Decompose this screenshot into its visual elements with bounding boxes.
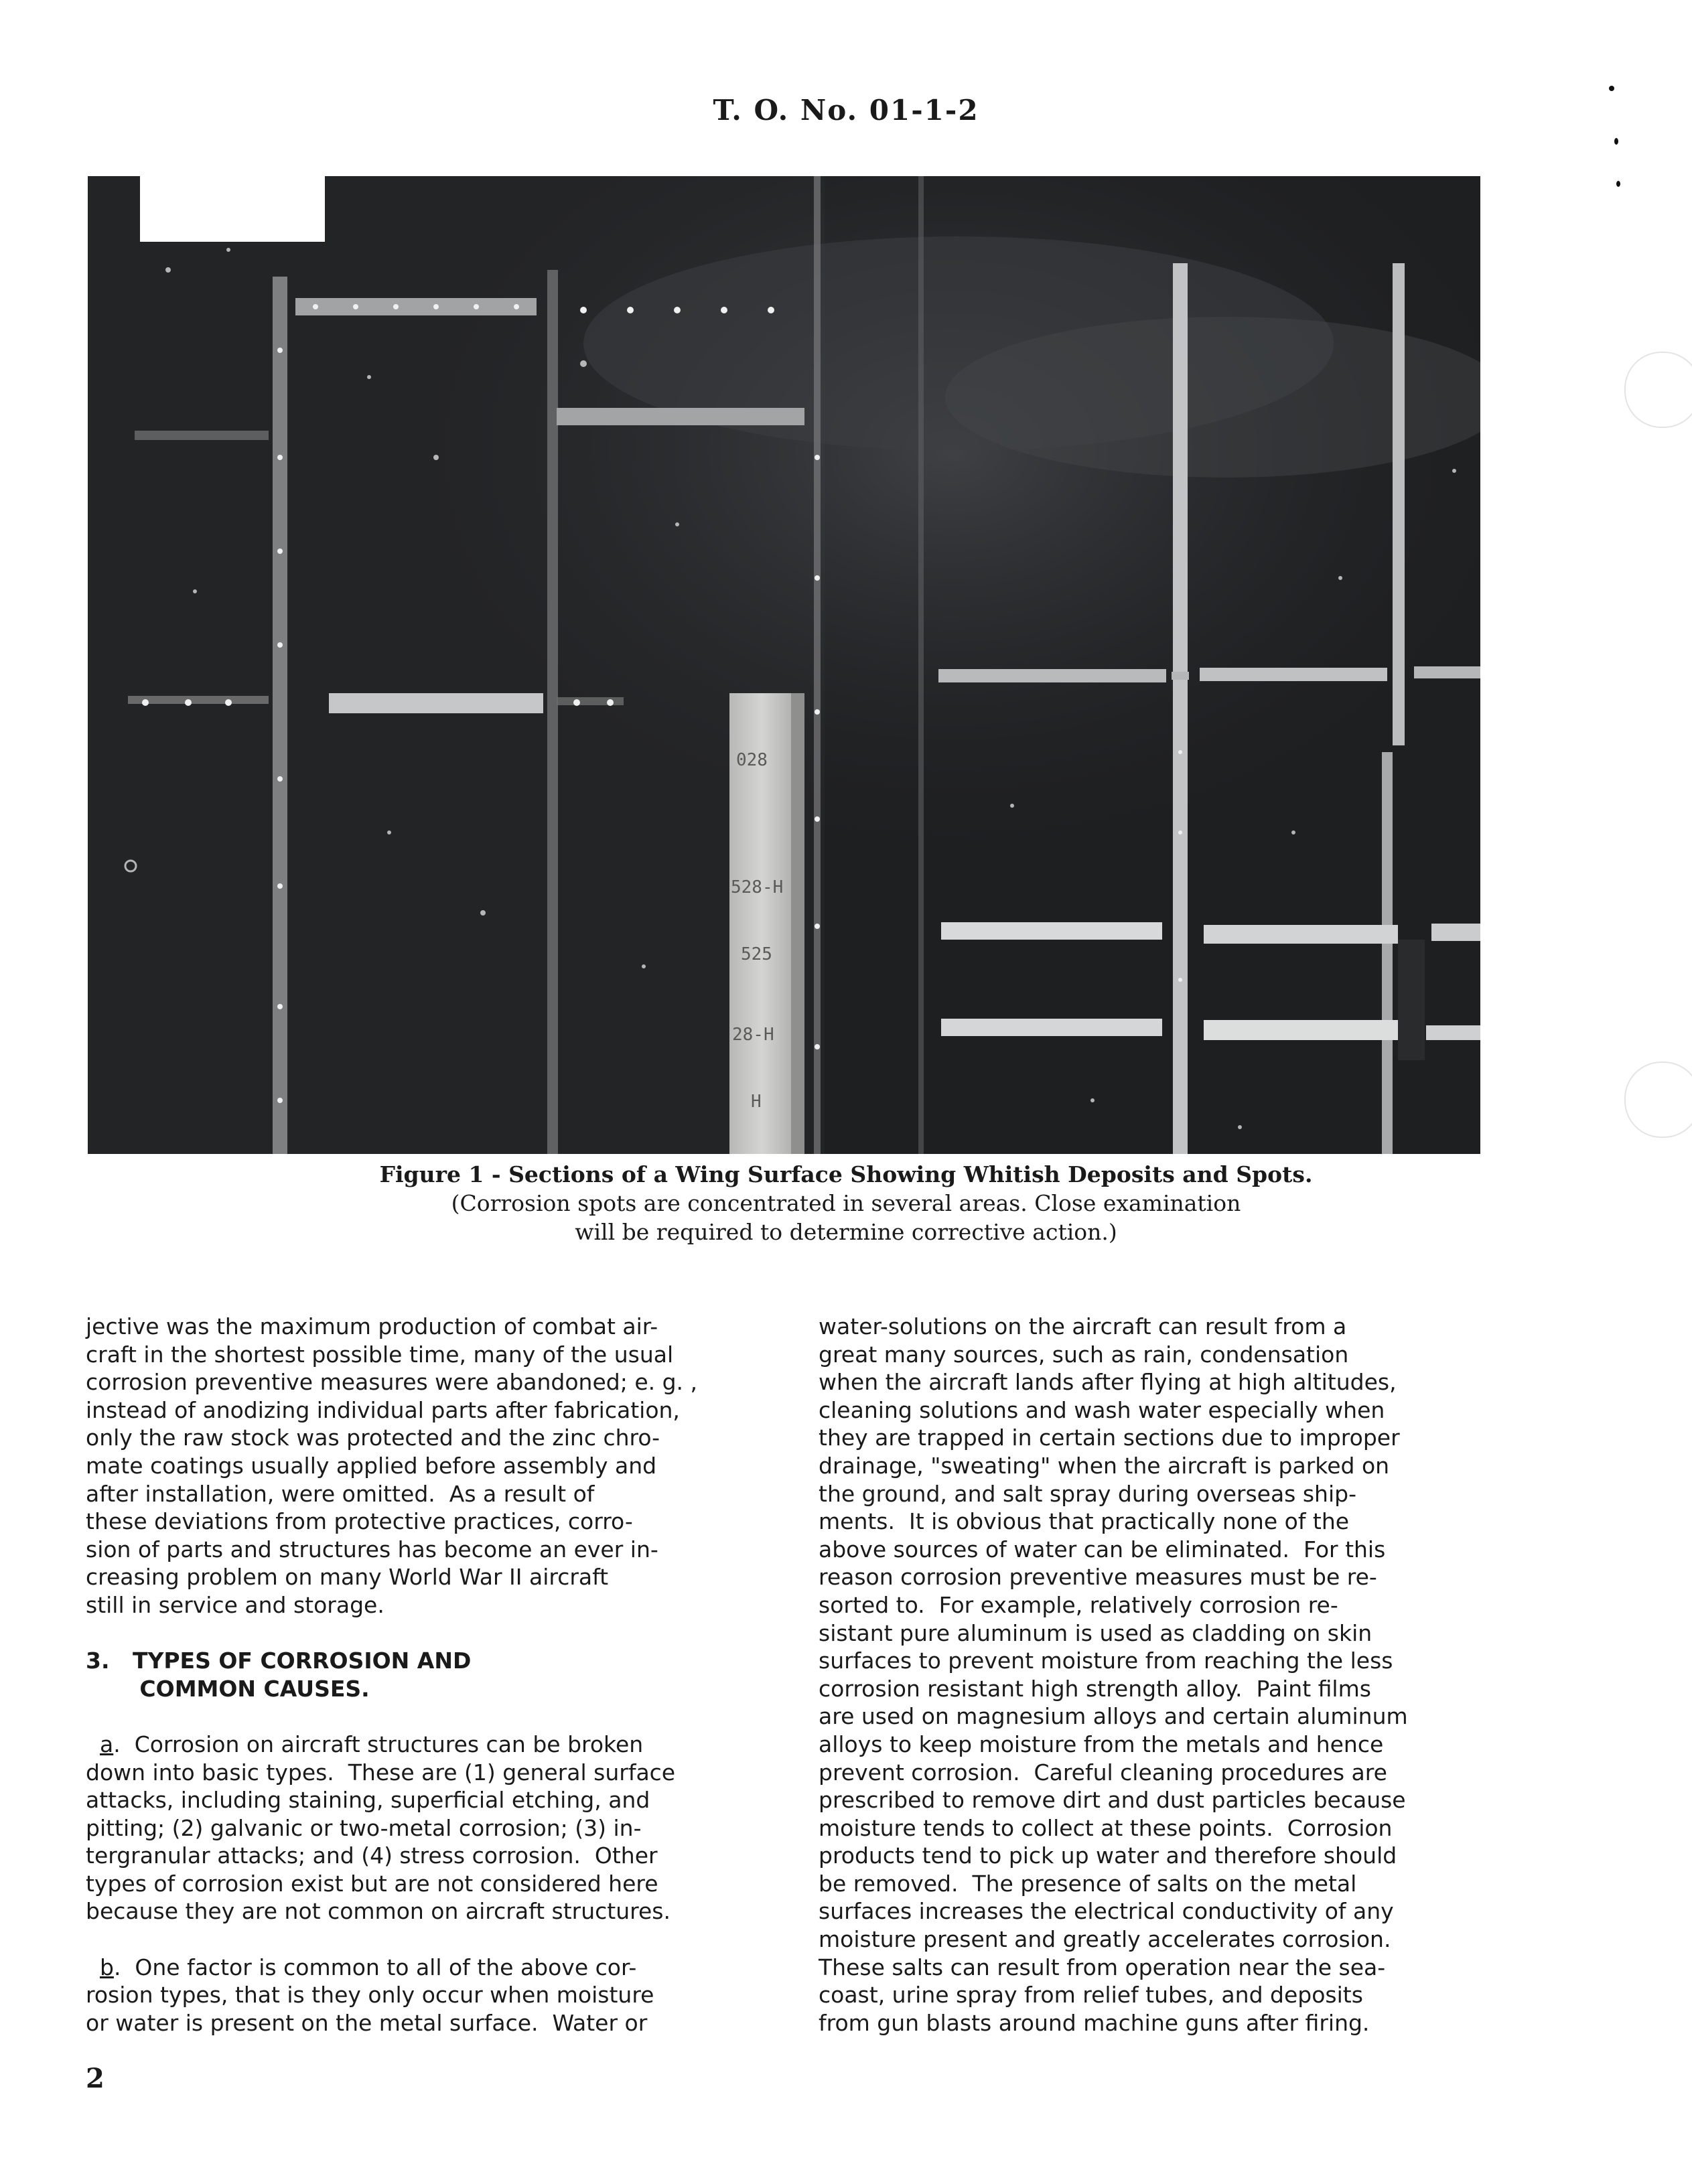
text-line: ments. It is obvious that practically none of the: [819, 1508, 1350, 1535]
paragraph-label-b: b: [99, 1954, 114, 1980]
stencil-mark-1: 028: [736, 750, 768, 770]
text-line: creasing problem on many World War II aircraft: [86, 1564, 609, 1591]
stencil-mark-4: 28-H: [732, 1025, 774, 1045]
text-line: or water is present on the metal surface. Water or: [86, 2009, 648, 2036]
text-line: from gun blasts around machine guns after firing.: [819, 2009, 1370, 2036]
text-line: moisture tends to collect at these points. Corrosion: [819, 1814, 1393, 1841]
wing-surface-photo-graphic: [88, 176, 1480, 1154]
text-line: These salts can result from operation near the sea-: [819, 1954, 1386, 1980]
paragraph-b-first-line: [86, 1954, 762, 1982]
text-line: drainage, "sweating" when the aircraft is parked on: [819, 1452, 1390, 1479]
text-span: . One factor is common to all of the above cor-: [113, 1954, 637, 1980]
left-column: [86, 1313, 762, 2037]
figure-caption-line: (Corrosion spots are concentrated in several areas. Close examination: [451, 1190, 1241, 1216]
text-line: surfaces increases the electrical conductivity of any: [819, 1898, 1394, 1925]
text-line: attacks, including staining, superficial etching, and: [86, 1787, 650, 1814]
text-line: when the aircraft lands after flying at high altitudes,: [819, 1369, 1397, 1396]
text-line: moisture present and greatly accelerates corrosion.: [819, 1926, 1391, 1953]
text-line: coast, urine spray from relief tubes, and deposits: [819, 1982, 1363, 2009]
text-line: these deviations from protective practices, corro-: [86, 1508, 633, 1535]
text-line: jective was the maximum production of combat air-: [86, 1313, 658, 1339]
text-line: they are trapped in certain sections due to improper: [819, 1425, 1400, 1451]
paragraph-label-a: a: [99, 1731, 114, 1757]
text-line: down into basic types. These are (1) general surface: [86, 1759, 676, 1786]
scan-speck: [1609, 86, 1614, 91]
binder-hole: [1624, 1062, 1692, 1138]
figure-caption-title: Figure 1 - Sections of a Wing Surface Showing Whitish Deposits and Spots.: [379, 1161, 1313, 1187]
redaction-patch: [140, 176, 325, 242]
stencil-mark-3: 525: [741, 944, 772, 964]
text-line: products tend to pick up water and therefore should: [819, 1842, 1397, 1869]
text-line: prescribed to remove dirt and dust particles because: [819, 1787, 1406, 1814]
text-line: sorted to. For example, relatively corrosion re-: [819, 1591, 1338, 1618]
text-line: only the raw stock was protected and the zinc chro-: [86, 1425, 660, 1451]
scan-speck: [1616, 181, 1620, 187]
text-line: surfaces to prevent moisture from reaching the less: [819, 1648, 1393, 1674]
stencil-mark-5: H: [751, 1092, 762, 1112]
text-line: after installation, were omitted. As a result of: [86, 1480, 595, 1507]
text-line: water-solutions on the aircraft can result from a: [819, 1313, 1347, 1339]
text-line: reason corrosion preventive measures must be re-: [819, 1564, 1377, 1591]
text-line: rosion types, that is they only occur when moisture: [86, 1982, 654, 2009]
figure-caption: [0, 1160, 1692, 1246]
document-header: T. O. No. 01-1-2: [713, 94, 979, 127]
text-line: sistant pure aluminum is used as cladding on skin: [819, 1619, 1372, 1646]
text-line: craft in the shortest possible time, many of the usual: [86, 1341, 674, 1368]
stencil-mark-2: 528-H: [731, 877, 784, 897]
text-line: still in service and storage.: [86, 1591, 384, 1618]
text-line: alloys to keep moisture from the metals and hence: [819, 1731, 1384, 1757]
text-line: corrosion preventive measures were abandoned; e. g. ,: [86, 1369, 698, 1396]
text-line: above sources of water can be eliminated. For this: [819, 1536, 1386, 1562]
text-line: cleaning solutions and wash water especially when: [819, 1396, 1385, 1423]
text-span: . Corrosion on aircraft structures can be broken: [113, 1731, 644, 1757]
text-line: prevent corrosion. Careful cleaning procedures are: [819, 1759, 1387, 1786]
text-line: because they are not common on aircraft structures.: [86, 1898, 671, 1925]
text-line: corrosion resistant high strength alloy. Paint films: [819, 1675, 1371, 1702]
text-line: the ground, and salt spray during overseas ship-: [819, 1480, 1356, 1507]
section-heading: 3. TYPES OF CORROSION AND: [86, 1648, 472, 1674]
text-line: great many sources, such as rain, condensation: [819, 1341, 1349, 1368]
text-line: be removed. The presence of salts on the metal: [819, 1870, 1357, 1897]
text-line: types of corrosion exist but are not considered here: [86, 1870, 658, 1897]
scan-speck: [1614, 138, 1618, 145]
binder-hole: [1624, 352, 1692, 428]
text-line: are used on magnesium alloys and certain aluminum: [819, 1703, 1408, 1730]
text-line: mate coatings usually applied before assembly and: [86, 1452, 657, 1479]
text-line: sion of parts and structures has become an ever in-: [86, 1536, 658, 1562]
paragraph-a-first-line: [86, 1731, 762, 1759]
text-line: tergranular attacks; and (4) stress corrosion. Other: [86, 1842, 658, 1869]
wing-surface-photo: [88, 176, 1480, 1154]
text-line: pitting; (2) galvanic or two-metal corrosion; (3) in-: [86, 1814, 642, 1841]
figure-caption-line: will be required to determine corrective action.): [575, 1219, 1117, 1245]
section-heading-continued: COMMON CAUSES.: [86, 1675, 370, 1702]
text-line: instead of anodizing individual parts after fabrication,: [86, 1396, 680, 1423]
page-number: 2: [86, 2063, 104, 2094]
right-column: [819, 1313, 1488, 2037]
